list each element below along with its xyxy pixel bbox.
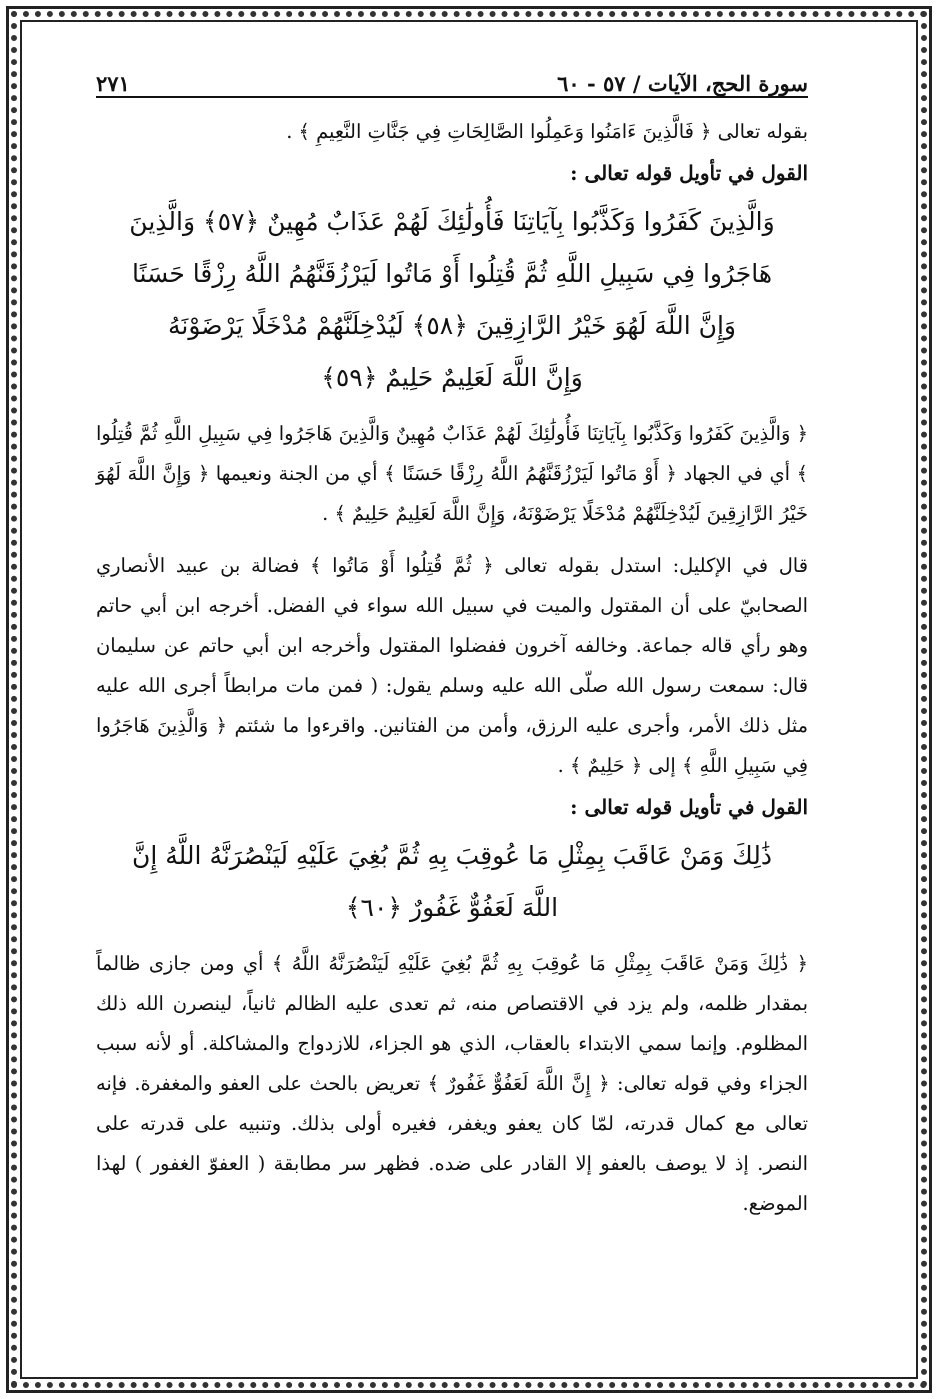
intro-paragraph: بقوله تعالى ﴿ فَالَّذِينَ ءَامَنُوا وَعَمِلُوا الصَّالِحَاتِ فِي جَنَّاتِ النَّعِيمِ ﴾ . xyxy=(286,120,808,143)
quran-verse-block xyxy=(96,196,808,404)
quran-line: وَالَّذِينَ كَفَرُوا وَكَذَّبُوا بِآيَاتِنَا فَأُولَٰئِكَ لَهُمْ عَذَابٌ مُهِينٌ ﴿٥٧﴾ وَالَّذِينَ xyxy=(129,207,775,236)
quran-line: وَإِنَّ اللَّهَ لَهُوَ خَيْرُ الرَّازِقِينَ ﴿٥٨﴾ لَيُدْخِلَنَّهُمْ مُدْخَلًا يَرْضَوْنَهُ xyxy=(168,311,736,340)
section-verse-60 xyxy=(96,786,808,1224)
running-header-title: سورة الحج، الآيات / ٥٧ - ٦٠ xyxy=(557,71,808,96)
quran-line: اللَّهَ لَعَفُوٌّ غَفُورٌ ﴿٦٠﴾ xyxy=(345,893,559,922)
book-page xyxy=(96,56,808,1346)
quran-line: ذَٰلِكَ وَمَنْ عَاقَبَ بِمِثْلِ مَا عُوقِبَ بِهِ ثُمَّ بُغِيَ عَلَيْهِ لَيَنْصُرَنَّهُ اللَّهُ إِنَّ xyxy=(132,841,772,870)
section-verses-57-59 xyxy=(96,152,808,786)
iklil-paragraph: قال في الإكليل: استدل بقوله تعالى ﴿ ثُمَّ قُتِلُوا أَوْ مَاتُوا ﴾ فضالة بن عبيد الأنصاري الصحابيّ على أن المقتول والميت في سبيل الله سواء في الفضل. أخرجه ابن أبي حاتم وهو رأي قاله جماعة. وخالفه آخرون ففضلوا المقتول وأخرجه ابن أبي حاتم عن سليمان قال: سمعت رسول الله صلّى الله عليه وسلم يقول: ( فمن مات مرابطاً أجرى الله عليه مثل ذلك الأمر، وأجرى عليه الرزق، وأمن من الفتانين. واقرءوا ما شئتم ﴿ وَالَّذِينَ هَاجَرُوا فِي سَبِيلِ اللَّهِ ﴾ إلى ﴿ حَلِيمٌ ﴾ . xyxy=(96,554,808,777)
running-header xyxy=(96,56,808,98)
quran-line: وَإِنَّ اللَّهَ لَعَلِيمٌ حَلِيمٌ ﴿٥٩﴾ xyxy=(321,363,583,392)
commentary-paragraph: ﴿ وَالَّذِينَ كَفَرُوا وَكَذَّبُوا بِآيَاتِنَا فَأُولَٰئِكَ لَهُمْ عَذَابٌ مُهِينٌ وَالَّذِينَ هَاجَرُوا فِي سَبِيلِ اللَّهِ ثُمَّ قُتِلُوا ﴾ أي في الجهاد ﴿ أَوْ مَاتُوا لَيَرْزُقَنَّهُمُ اللَّهُ رِزْقًا حَسَنًا ﴾ أي من الجنة ونعيمها ﴿ وَإِنَّ اللَّهَ لَهُوَ خَيْرُ الرَّازِقِينَ لَيُدْخِلَنَّهُمْ مُدْخَلًا يَرْضَوْنَهُ، وَإِنَّ اللَّهَ لَعَلِيمٌ حَلِيمٌ ﴾ . xyxy=(96,422,808,525)
quran-line: هَاجَرُوا فِي سَبِيلِ اللَّهِ ثُمَّ قُتِلُوا أَوْ مَاتُوا لَيَرْزُقَنَّهُمُ اللَّهُ رِزْقًا حَسَنًا xyxy=(131,259,773,288)
commentary-paragraph: ﴿ ذَٰلِكَ وَمَنْ عَاقَبَ بِمِثْلِ مَا عُوقِبَ بِهِ ثُمَّ بُغِيَ عَلَيْهِ لَيَنْصُرَنَّهُ اللَّهُ ﴾ أي ومن جازى ظالماً بمقدار ظلمه، ولم يزد في الاقتصاص منه، ثم تعدى عليه الظالم ثانياً، لينصرن الله ذلك المظلوم. وإنما سمي الابتداء بالعقاب، الذي هو الجزاء، للازدواج والمشاكلة. أو لأنه سبب الجزاء وفي قوله تعالى: ﴿ إِنَّ اللَّهَ لَعَفُوٌّ غَفُورٌ ﴾ تعريض بالحث على العفو والمغفرة. فإنه تعالى مع كمال قدرته، لمّا كان يعفو ويغفر، فغيره أولى بذلك. وتنبيه على قدرته على النصر. إذ لا يوصف بالعفو إلا القادر على ضده. فظهر سر مطابقة ( العفوّ الغفور ) لهذا الموضع. xyxy=(96,952,808,1215)
quran-verse-block xyxy=(96,830,808,934)
section-heading: القول في تأويل قوله تعالى : xyxy=(570,161,808,185)
page-number: ٢٧١ xyxy=(96,71,130,96)
section-heading: القول في تأويل قوله تعالى : xyxy=(570,795,808,819)
